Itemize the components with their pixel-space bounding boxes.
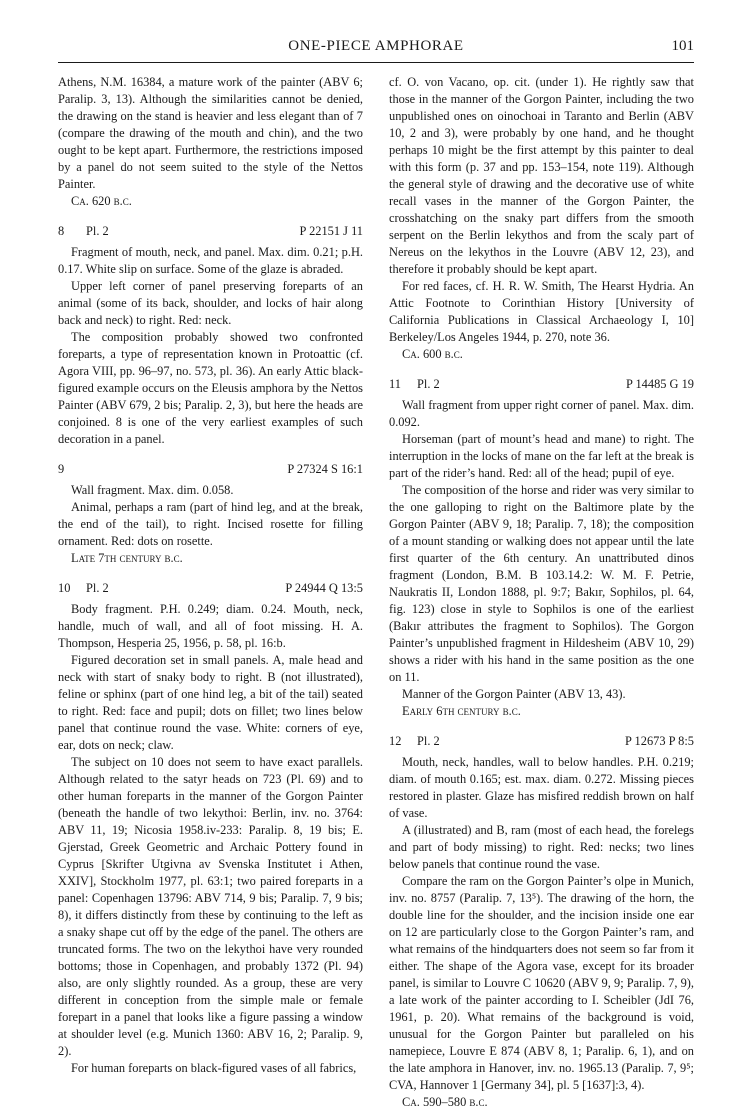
entry-paragraph: Compare the ram on the Gorgon Painter’s olpe in Munich, inv. no. 8757 (Paralip. 7, 13⁵). The drawing of the horn, the double line for the shoulder, and the incision inside one ear on 12 are particularly close to the Gorgon Painter’s ram, and what remains of the hindquarters does not seem so far from it either. The shape of the Agora vase, except for its broader panel, is similar to Louvre C 10620 (ABV 9, 9; Paralip. 7, 9), a late work of the painter according to I. Scheibler (JdI 76, 1961, p. 20). What remains of the background is void, unusual for the Gorgon Painter but paralleled on his namepiece, Louvre E 874 (ABV 8, 1; Paralip. 6, 1), and on the late amphora in Hanover, inv. no. 1965.13 (Paralip. 7, 9⁵; CVA, Hannover 1 [Germany 34], pl. 5 [1637]:3, 4). — [389, 874, 694, 1092]
right-column — [389, 74, 694, 1111]
plate-reference: Pl. 2 — [86, 581, 109, 595]
entry-date: Ca. 620 b.c. — [71, 194, 132, 208]
entry-paragraph: The composition probably showed two confronted foreparts, a type of representation known in Protoattic (cf. Agora VIII, pp. 96–97, no. 573, pl. 36). An early Attic black-figured example occurs on the Eleusis amphora by the Nettos Painter (ABV 679, 2 bis; Paralip. 2, 3), but here the heads are conjoined. 8 is one of the very earliest examples of such decoration in a panel. — [58, 330, 363, 446]
entry-number: 9 — [58, 462, 65, 476]
inventory-number: P 24944 Q 13:5 — [285, 581, 363, 595]
plate-reference: Pl. 2 — [417, 734, 440, 748]
entry-number: 11 — [389, 377, 401, 391]
entry-heading-10 — [58, 580, 363, 597]
plate-reference: Pl. 2 — [417, 377, 440, 391]
continued-paragraph: Athens, N.M. 16384, a mature work of the painter (ABV 6; Paralip. 3, 13). Although the similarities cannot be denied, the drawing on the stand is heavier and less elegant than of 7 (compare the drawing of the mouth and chin), and the two ought to be kept apart. Furthermore, the restrictions imposed by a panel do not seem suited to the style of the Nettos Painter. — [58, 75, 363, 191]
entry-paragraph: Manner of the Gorgon Painter (ABV 13, 43). — [402, 687, 626, 701]
entry-paragraph: Upper left corner of panel preserving foreparts of an animal (some of its back, shoulder, and locks of hair along back and neck) to right. Red: neck. — [58, 279, 363, 327]
running-title: ONE-PIECE AMPHORAE — [288, 38, 464, 54]
entry-paragraph: A (illustrated) and B, ram (most of each head, the forelegs and part of body missing) to right. Red: necks; two lines below panels that continue round the vase. — [389, 823, 694, 871]
plate-reference: Pl. 2 — [86, 224, 109, 238]
continued-paragraph: cf. O. von Vacano, op. cit. (under 1). He rightly saw that those in the manner of the Gorgon Painter, including the two unpublished ones on oinochoai in Taranto and Berlin (ABV 10, 2 and 3), were probably by one hand, and he thought perhaps 10 might be the first attempt by this painter to deal with this form (p. 37 and pp. 153–154, note 119). Although the general style of drawing and the decorative use of white recall vases in the manner of the Gorgon Painter, the crosshatching on the snaky part differs from the smooth serpent on the Berlin lekythos and from the scaly part of Nereus on the lekythos in the Louvre (ABV 12, 23), and therefore it probably should be kept apart. — [389, 75, 694, 276]
entry-heading-12 — [389, 733, 694, 750]
entry-heading-11 — [389, 376, 694, 393]
entry-date: Late 7th century b.c. — [71, 551, 183, 565]
entry-date: Ca. 590–580 b.c. — [402, 1095, 488, 1109]
entry-paragraph: Figured decoration set in small panels. A, male head and neck with start of snaky body to right. B (not illustrated), feline or sphinx (part of one hind leg, a bit of the tail) seated to right. Red: face and pupil; dots on fillet; two lines below panel that continue round the vase. White: corners of eye, ear, dots on neck; claw. — [58, 653, 363, 752]
inventory-number: P 27324 S 16:1 — [287, 462, 363, 476]
page-number: 101 — [671, 38, 694, 54]
running-header — [58, 38, 694, 62]
entry-paragraph: Animal, perhaps a ram (part of hind leg, and at the break, the end of the tail), to right. Incised rosette for filling ornament. Red: dots on rosette. — [58, 500, 363, 548]
entry-date: Early 6th century b.c. — [402, 704, 521, 718]
inventory-number: P 14485 G 19 — [625, 377, 694, 391]
entry-paragraph: The composition of the horse and rider was very similar to the one galloping to right on the Baltimore plate by the Gorgon Painter (ABV 9, 18; Paralip. 7, 18); the composition of a mount standing or walking does not appear until the late first quarter of the 6th century. An unattributed dinos fragment (London, B.M. B 103.14.2: W. M. F. Petrie, Naukratis II, London 1888, pl. 9:7; Bakır, Sophilos, pl. 64, fig. 123) close in style to Sophilos is one of the earliest (Bakır attributes the fragment to Sophilos). The Gorgon Painter’s unpublished fragment in Hildesheim (ABV 10, 29) shows a rider with his hand in the same position as the one on 11. — [389, 483, 694, 684]
document-page — [58, 0, 694, 1109]
inventory-number: P 12673 P 8:5 — [625, 734, 694, 748]
entry-number: 10 — [58, 581, 71, 595]
entry-description: Wall fragment from upper right corner of panel. Max. dim. 0.092. — [389, 398, 694, 429]
entry-number: 12 — [389, 734, 402, 748]
entry-heading-9 — [58, 461, 363, 478]
inventory-number: P 22151 J 11 — [299, 224, 363, 238]
left-column — [58, 74, 363, 1077]
entry-description: Wall fragment. Max. dim. 0.058. — [71, 483, 234, 497]
entry-description: Fragment of mouth, neck, and panel. Max. dim. 0.21; p.H. 0.17. White slip on surface. Some of the glaze is abraded. — [58, 245, 363, 276]
entry-paragraph: The subject on 10 does not seem to have exact parallels. Although related to the satyr heads on 723 (Pl. 69) and to other human foreparts in the manner of the Gorgon Painter (beneath the handle of two lekythoi: Berlin, inv. no. 3764: ABV 11, 19; Nicosia 1958.iv-233: Paralip. 8, 19 bis; E. Gjerstad, Greek Geometric and Archaic Pottery found in Cyprus [Skrifter Utgivna av Svenska Institutet i Athen, XXIV], Stockholm 1977, pl. 63:1; two paired foreparts in a panel: Copenhagen 13796: ABV 714, 9 bis; Paralip. 7, 9 bis; 8), it differs distinctly from these by continuing to the left as a snaky shape cut off by the edge of the panel. The others are truncated forms. The two on the lekythoi have very rounded bottoms; those in Copenhagen, and probably 1372 (Pl. 94) also, are only slightly rounded. As a group, these are very different in conception from the simple male or female forepart in a panel that looks like a figure passing a window at shoulder level (e.g. Munich 1360: ABV 16, 2; Paralip. 9, 2). — [58, 755, 363, 1058]
header-rule — [58, 62, 694, 63]
entry-paragraph: Horseman (part of mount’s head and mane) to right. The interruption in the locks of mane on the far left at the break is part of the rider’s hand. Red: all of the head; pupil of eye. — [389, 432, 694, 480]
entry-paragraph: For human foreparts on black-figured vases of all fabrics, — [71, 1061, 357, 1075]
entry-description: Mouth, neck, handles, wall to below handles. P.H. 0.219; diam. of mouth 0.165; est. max. diam. 0.272. Missing pieces restored in plaster. Glaze has misfired reddish brown on half of vase. — [389, 755, 694, 820]
entry-paragraph: For red faces, cf. H. R. W. Smith, The Hearst Hydria. An Attic Footnote to Corinthian History [University of California Publications in Classical Archaeology I, 10] Berkeley/Los Angeles 1944, p. 270, note 36. — [389, 279, 694, 344]
entry-date: Ca. 600 b.c. — [402, 347, 463, 361]
entry-description: Body fragment. P.H. 0.249; diam. 0.24. Mouth, neck, handle, much of wall, and all of foot missing. H. A. Thompson, Hesperia 25, 1956, p. 58, pl. 16:b. — [58, 602, 363, 650]
entry-number: 8 — [58, 224, 65, 238]
entry-heading-8 — [58, 223, 363, 240]
